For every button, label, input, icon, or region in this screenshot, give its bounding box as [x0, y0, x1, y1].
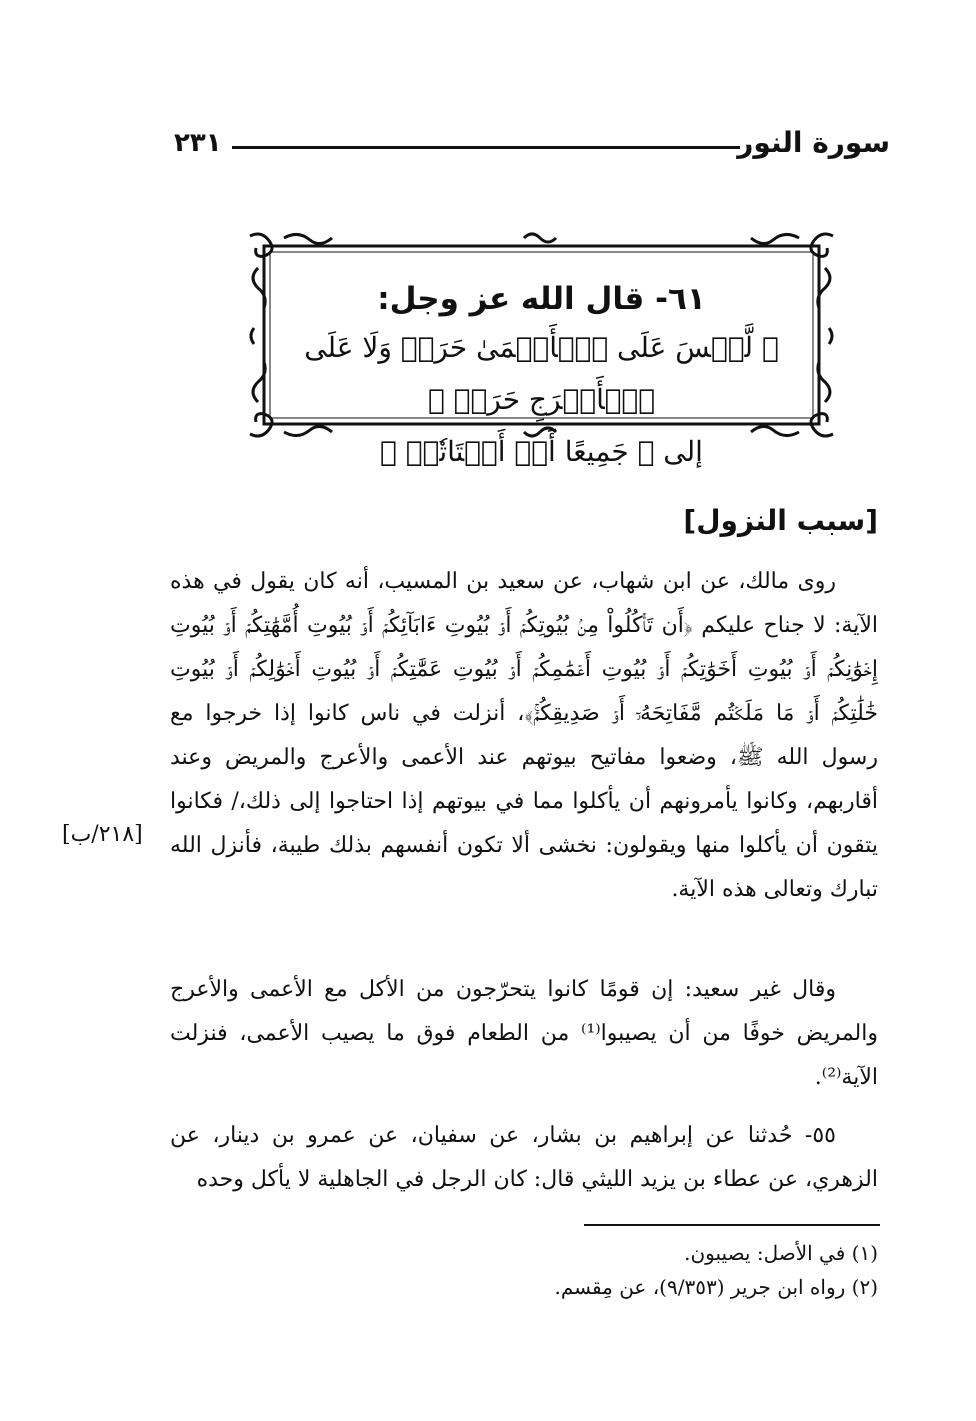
verse-line-1: ﴿ لَّيۡسَ عَلَى ٱلۡأَعۡمَىٰ حَرَجٞ وَلَا عَلَى ٱلۡأَعۡرَجِ حَرَجٞ ﴾	[304, 331, 779, 416]
paragraph-text: وقال غير سعيد: إن قومًا كانوا يتحرّجون من الأكل مع الأعمى والأعرج والمريض خوفًا من أن يصيبوا⁽¹⁾ من الطعام فوق ما يصيب الأعمى، فنزلت الآية⁽²⁾.	[170, 977, 878, 1090]
paragraph-text: ٥٥- حُدثنا عن إبراهيم بن بشار، عن سفيان، عن عمرو بن دينار، عن الزهري، عن عطاء بن يزيد الليثي قال: كان الرجل في الجاهلية لا يأكل وحده	[170, 1123, 878, 1192]
body-paragraph-2	[170, 968, 878, 1100]
paragraph-text: روى مالك، عن ابن شهاب، عن سعيد بن المسيب، أنه كان يقول في هذه الآية: لا جناح عليكم ﴿أَن تَأۡكُلُواْ مِنۢ بُيُوتِكُمۡ أَوۡ بُيُوتِ ءَابَآئِكُمۡ أَوۡ بُيُوتِ أُمَّهَٰتِكُمۡ أَوۡ بُيُوتِ إِخۡوَٰنِكُمۡ أَوۡ بُيُوتِ أَخَوَٰتِكُمۡ أَوۡ بُيُوتِ أَعۡمَٰمِكُمۡ أَوۡ بُيُوتِ عَمَّٰتِكُمۡ أَوۡ بُيُوتِ أَخۡوَٰلِكُمۡ أَوۡ بُيُوتِ خَٰلَٰتِكُمۡ أَوۡ مَا مَلَكۡتُم مَّفَاتِحَهُۥٓ أَوۡ صَدِيقِكُمۡۚ﴾، أنزلت في ناس كانوا إذا خرجوا مع رسول الله ﷺ، وضعوا مفاتيح بيوتهم عند الأعمى والأعرج والمريض وعند أقاربهم، وكانوا يأمرونهم أن يأكلوا مما في بيوتهم إذا احتاجوا إلى ذلك،/ فكانوا يتقون أن يأكلوا منها ويقولون: نخشى ألا تكون أنفسهم بذلك طيبة، فأنزل الله تبارك وتعالى هذه الآية.	[170, 569, 878, 902]
header-rule	[232, 146, 740, 149]
margin-folio-note: [٢١٨/ب]	[62, 822, 143, 847]
verse-line-2: إلى ﴿ جَمِيعًا أَوۡ أَشۡتَاتٗاۚ ﴾	[380, 435, 703, 468]
page-number: ٢٣١	[174, 128, 222, 158]
footnotes	[170, 1236, 878, 1304]
chapter-title: سورة النور	[737, 126, 890, 159]
verse-intro: ٦١- قال الله عز وجل:	[377, 281, 706, 317]
body-paragraph-3	[170, 1114, 878, 1202]
footnote-1: (١) في الأصل: يصيبون.	[684, 1241, 878, 1265]
footnote-2: (٢) رواه ابن جرير (٩/٣٥٣)، عن مِقسم.	[554, 1275, 878, 1299]
body-paragraph-1	[170, 560, 878, 912]
verse-text-block	[274, 276, 809, 478]
footnote-rule	[584, 1224, 880, 1226]
page-header	[174, 124, 890, 168]
verse-ornament-frame	[244, 228, 839, 468]
section-heading: [سبب النزول]	[683, 504, 878, 537]
